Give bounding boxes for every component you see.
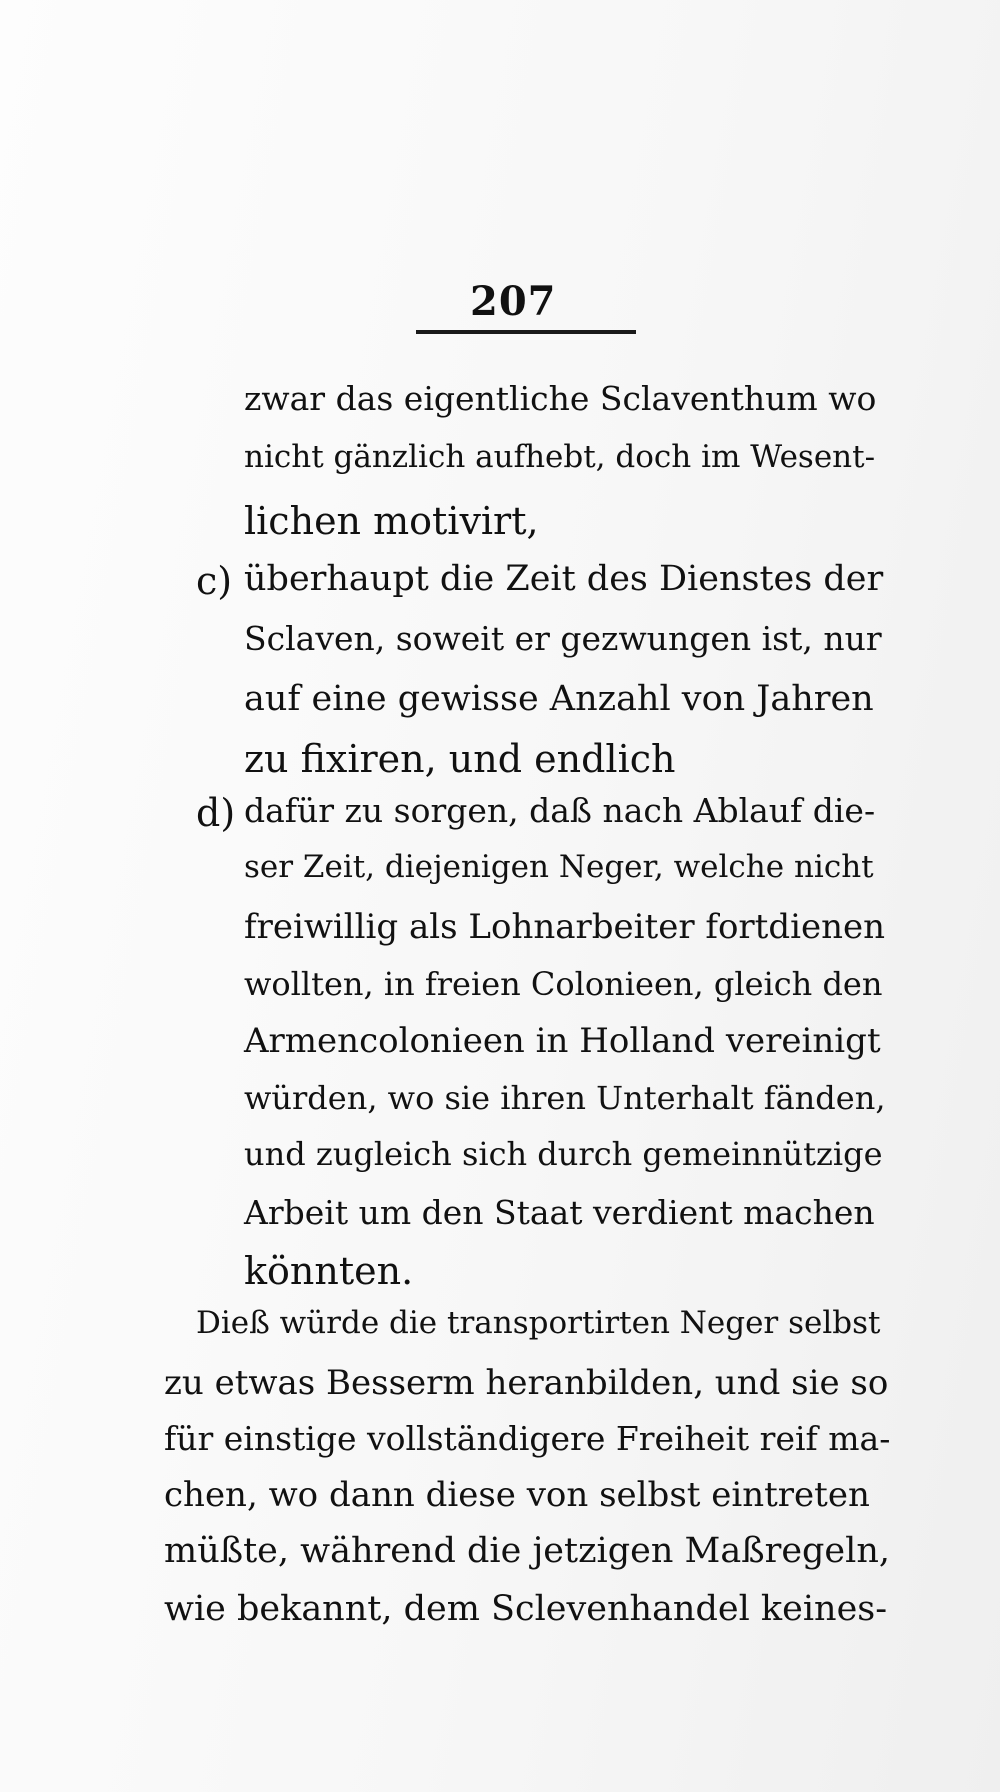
text-line: für einstige vollständigere Freiheit reif ma- (164, 1419, 891, 1458)
text-line: zwar das eigentliche Sclaventhum wo (244, 379, 877, 418)
list-marker-d: d) (196, 791, 236, 835)
text-line: dafür zu sorgen, daß nach Ablauf die- (244, 791, 876, 830)
text-line: Armencolonieen in Holland vereinigt (244, 1021, 881, 1061)
text-line: Dieß würde die transportirten Neger selbst (196, 1305, 881, 1341)
text-line: und zugleich sich durch gemeinnützige (244, 1135, 883, 1173)
text-line: müßte, während die jetzigen Maßregeln, (164, 1531, 891, 1571)
text-line: wollten, in freien Colonieen, gleich den (244, 965, 883, 1003)
text-line: wie bekannt, dem Sclevenhandel keines- (164, 1589, 888, 1629)
text-line: ser Zeit, diejenigen Neger, welche nicht (244, 849, 874, 885)
page-number-rule (416, 330, 636, 334)
list-marker-c: c) (196, 559, 233, 603)
text-line: lichen motivirt, (244, 499, 539, 543)
text-line: chen, wo dann diese von selbst eintreten (164, 1475, 870, 1515)
text-line: nicht gänzlich aufhebt, doch im Wesent- (244, 439, 876, 475)
text-line: freiwillig als Lohnarbeiter fortdienen (244, 907, 886, 947)
text-line: könnten. (244, 1249, 414, 1293)
text-line: überhaupt die Zeit des Dienstes der (244, 559, 884, 599)
text-line: Sclaven, soweit er gezwungen ist, nur (244, 619, 882, 658)
text-line: zu etwas Besserm heranbilden, und sie so (164, 1363, 889, 1403)
text-line: Arbeit um den Staat verdient machen (244, 1193, 875, 1232)
text-line: zu fixiren, und endlich (244, 737, 676, 781)
text-line: würden, wo sie ihren Unterhalt fänden, (244, 1079, 886, 1117)
text-line: auf eine gewisse Anzahl von Jahren (244, 679, 874, 719)
page-number: 207 (470, 278, 557, 325)
